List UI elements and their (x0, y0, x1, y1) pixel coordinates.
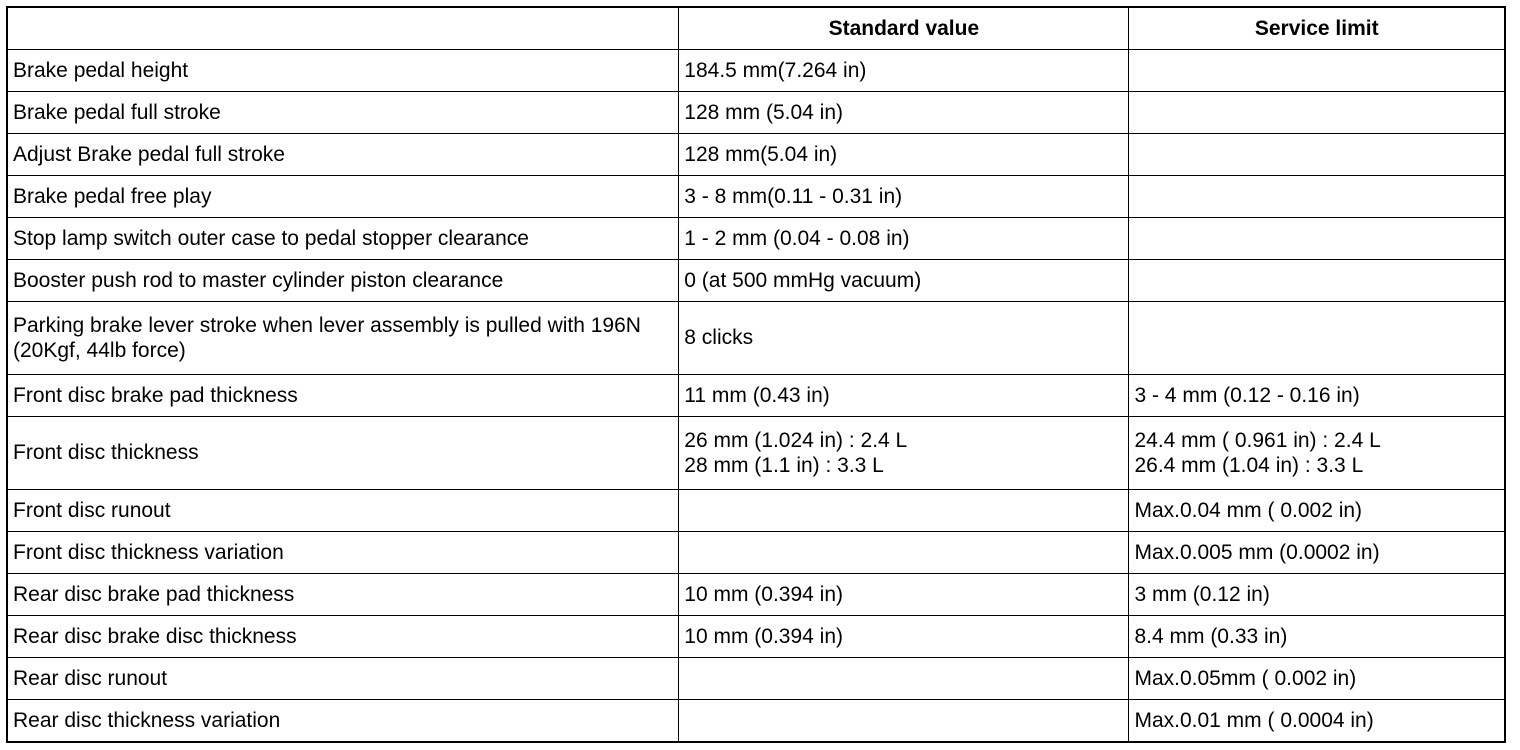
limit-cell (1129, 416, 1505, 489)
item-cell: Rear disc brake disc thickness (7, 616, 679, 658)
standard-line: 28 mm (1.1 in) : 3.3 L (684, 453, 884, 477)
table-row (7, 616, 1505, 658)
header-item (7, 7, 679, 49)
limit-cell: Max.0.04 mm ( 0.002 in) (1129, 490, 1505, 532)
limit-cell: Max.0.01 mm ( 0.0004 in) (1129, 700, 1505, 742)
standard-cell (679, 658, 1129, 700)
standard-cell: 128 mm (5.04 in) (679, 91, 1129, 133)
standard-cell: 10 mm (0.394 in) (679, 574, 1129, 616)
item-cell: Rear disc thickness variation (7, 700, 679, 742)
standard-cell: 1 - 2 mm (0.04 - 0.08 in) (679, 217, 1129, 259)
limit-cell: Max.0.005 mm (0.0002 in) (1129, 532, 1505, 574)
item-cell: Front disc runout (7, 490, 679, 532)
standard-cell (679, 416, 1129, 489)
standard-cell: 184.5 mm(7.264 in) (679, 49, 1129, 91)
standard-cell: 3 - 8 mm(0.11 - 0.31 in) (679, 175, 1129, 217)
item-cell: Parking brake lever stroke when lever assembly is pulled with 196N (20Kgf, 44lb force) (7, 301, 679, 374)
item-cell: Rear disc runout (7, 658, 679, 700)
item-cell: Brake pedal full stroke (7, 91, 679, 133)
table-row (7, 532, 1505, 574)
limit-cell: 3 mm (0.12 in) (1129, 574, 1505, 616)
item-cell: Front disc thickness variation (7, 532, 679, 574)
limit-cell (1129, 217, 1505, 259)
item-cell: Brake pedal free play (7, 175, 679, 217)
table-row (7, 658, 1505, 700)
table-row (7, 91, 1505, 133)
standard-line: 26 mm (1.024 in) : 2.4 L (684, 428, 908, 452)
limit-cell: Max.0.05mm ( 0.002 in) (1129, 658, 1505, 700)
item-cell: Front disc thickness (7, 416, 679, 489)
standard-cell: 11 mm (0.43 in) (679, 374, 1129, 416)
table-row (7, 574, 1505, 616)
limit-cell (1129, 259, 1505, 301)
table-row (7, 259, 1505, 301)
standard-cell: 8 clicks (679, 301, 1129, 374)
item-cell: Rear disc brake pad thickness (7, 574, 679, 616)
brake-spec-table (6, 6, 1506, 743)
standard-cell: 0 (at 500 mmHg vacuum) (679, 259, 1129, 301)
limit-line: 26.4 mm (1.04 in) : 3.3 L (1134, 453, 1364, 477)
table-row (7, 49, 1505, 91)
table-row (7, 700, 1505, 742)
table-row (7, 490, 1505, 532)
table-row (7, 133, 1505, 175)
item-cell: Brake pedal height (7, 49, 679, 91)
item-cell: Front disc brake pad thickness (7, 374, 679, 416)
limit-cell (1129, 175, 1505, 217)
header-standard-value: Standard value (679, 7, 1129, 49)
table-row (7, 374, 1505, 416)
table-row (7, 301, 1505, 374)
item-cell: Adjust Brake pedal full stroke (7, 133, 679, 175)
item-cell: Booster push rod to master cylinder piston clearance (7, 259, 679, 301)
header-row (7, 7, 1505, 49)
limit-cell (1129, 91, 1505, 133)
standard-cell: 10 mm (0.394 in) (679, 616, 1129, 658)
standard-cell (679, 700, 1129, 742)
limit-cell (1129, 49, 1505, 91)
standard-cell (679, 532, 1129, 574)
limit-line: 24.4 mm ( 0.961 in) : 2.4 L (1134, 428, 1381, 452)
table-row (7, 416, 1505, 489)
table-row (7, 217, 1505, 259)
limit-cell (1129, 301, 1505, 374)
limit-cell (1129, 133, 1505, 175)
standard-cell (679, 490, 1129, 532)
table-row (7, 175, 1505, 217)
limit-cell: 8.4 mm (0.33 in) (1129, 616, 1505, 658)
header-service-limit: Service limit (1129, 7, 1505, 49)
standard-cell: 128 mm(5.04 in) (679, 133, 1129, 175)
limit-cell: 3 - 4 mm (0.12 - 0.16 in) (1129, 374, 1505, 416)
item-cell: Stop lamp switch outer case to pedal stopper clearance (7, 217, 679, 259)
